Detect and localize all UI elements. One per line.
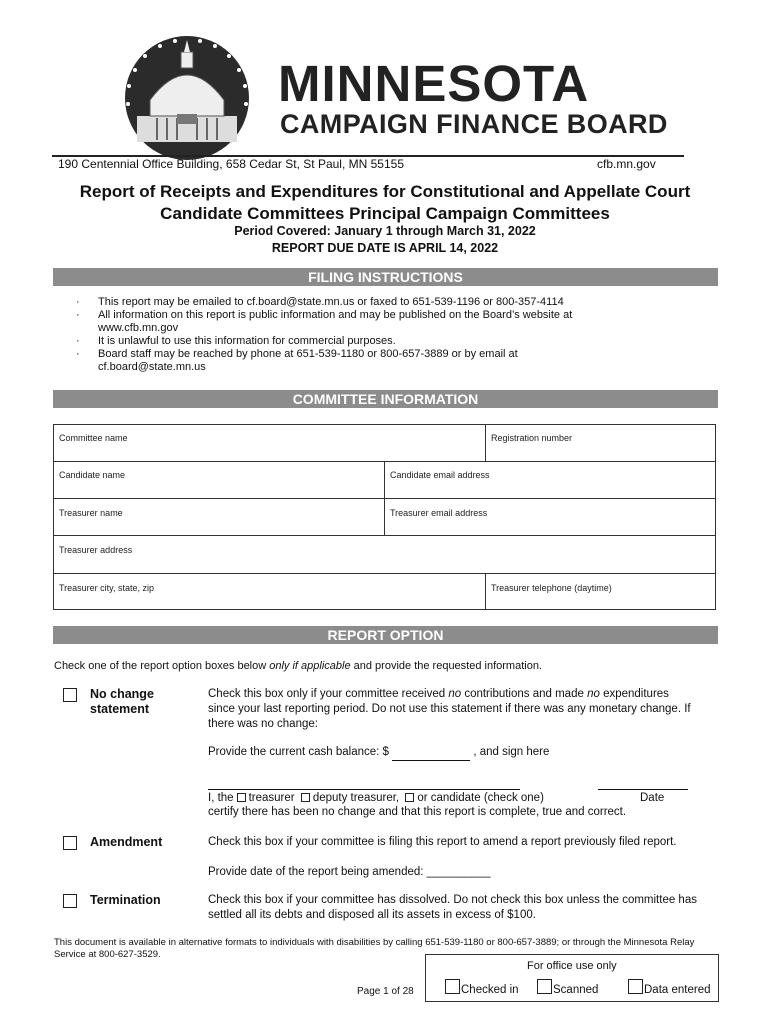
accessibility-notice: This document is available in alternative formats to individuals with disabilities by calling 651-539-1180 or 800-657-3889; or through the Minnesota Relay Service at 800-627-3529.: [54, 937, 695, 960]
treasurer-phone-label: Treasurer telephone (daytime): [491, 583, 612, 593]
signature-line[interactable]: [208, 789, 520, 790]
cash-balance-line: Provide the current cash balance: $ , and sign here: [208, 745, 549, 761]
office-use-label: For office use only: [527, 960, 617, 972]
termination-description: Check this box if your committee has dissolved. Do not check this box unless the committee has settled all its debts and disposed all its assets in excess of $100.: [208, 894, 697, 921]
board-website[interactable]: cfb.mn.gov: [597, 157, 656, 171]
treasurer-name-label: Treasurer name: [59, 508, 123, 518]
amendment-description: Check this box if your committee is filing this report to amend a report previously filed report.: [208, 836, 677, 848]
page-number: Page 1 of 28: [357, 986, 414, 997]
scanned-checkbox[interactable]: [537, 979, 552, 994]
certification-line: I, the treasurer deputy treasurer, or candidate (check one): [208, 792, 544, 804]
treasurer-city-label: Treasurer city, state, zip: [59, 583, 155, 593]
candidate-name-field[interactable]: [53, 461, 385, 499]
report-option-heading: REPORT OPTION: [53, 626, 718, 644]
checked-in-label: Checked in: [461, 984, 519, 996]
capitol-dome-logo: [105, 30, 270, 160]
candidate-checkbox[interactable]: [405, 793, 414, 802]
report-due-date: REPORT DUE DATE IS APRIL 14, 2022: [271, 241, 499, 255]
date-line[interactable]: [598, 789, 688, 790]
cash-balance-input[interactable]: [392, 745, 470, 761]
committee-name-field[interactable]: [53, 424, 486, 462]
treasurer-address-field[interactable]: [53, 535, 716, 574]
registration-number-field[interactable]: [485, 424, 716, 462]
candidate-name-label: Candidate name: [59, 470, 126, 480]
amendment-label: Amendment: [90, 835, 163, 849]
report-title-line2: Candidate Committees Principal Campaign Committees: [160, 204, 610, 223]
no-change-description: Check this box only if your committee received no contributions and made no expenditures since your last reporting period. Do not use this statement if there was any monetary change. If there was no change:: [208, 688, 691, 730]
treasurer-email-label: Treasurer email address: [390, 508, 488, 518]
data-entered-checkbox[interactable]: [628, 979, 643, 994]
certification-line2: certify there has been no change and that this report is complete, true and correct.: [208, 806, 627, 818]
termination-label: Termination: [90, 893, 161, 907]
committee-information-heading: COMMITTEE INFORMATION: [53, 390, 718, 408]
no-change-checkbox[interactable]: [63, 688, 77, 702]
amendment-date-prompt[interactable]: Provide date of the report being amended: __________: [208, 866, 491, 878]
board-address: 190 Centennial Office Building, 658 Cedar St, St Paul, MN 55155: [58, 157, 404, 171]
report-option-intro: Check one of the report option boxes below only if applicable and provide the requested information.: [54, 660, 542, 672]
committee-name-label: Committee name: [59, 433, 128, 443]
treasurer-checkbox[interactable]: [237, 793, 246, 802]
deputy-treasurer-checkbox[interactable]: [301, 793, 310, 802]
no-change-label: No change statement: [90, 687, 154, 716]
brand-subtitle: CAMPAIGN FINANCE BOARD: [280, 109, 668, 139]
period-covered: Period Covered: January 1 through March 31, 2022: [234, 224, 536, 238]
amendment-checkbox[interactable]: [63, 836, 77, 850]
treasurer-address-label: Treasurer address: [59, 545, 133, 555]
termination-checkbox[interactable]: [63, 894, 77, 908]
scanned-label: Scanned: [553, 984, 599, 996]
candidate-email-field[interactable]: [384, 461, 716, 499]
candidate-email-label: Candidate email address: [390, 470, 490, 480]
report-title-line1: Report of Receipts and Expenditures for Constitutional and Appellate Court: [79, 182, 691, 201]
filing-instructions-heading: FILING INSTRUCTIONS: [53, 268, 718, 286]
date-label: Date: [640, 792, 665, 804]
registration-number-label: Registration number: [491, 433, 573, 443]
data-entered-label: Data entered: [644, 984, 711, 996]
brand-name: MINNESOTA: [278, 55, 590, 112]
checked-in-checkbox[interactable]: [445, 979, 460, 994]
